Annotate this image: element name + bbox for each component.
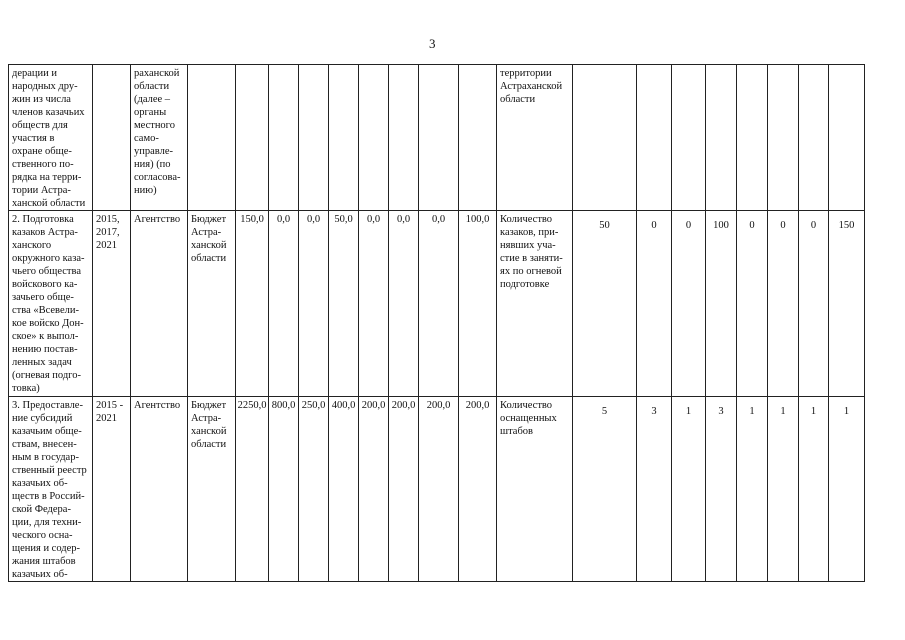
executor-cell: раханской области (далее – органы местного само- управле- ния) (по согласова- нию) [131,65,188,211]
funding-amount-cell: 0,0 [269,211,299,397]
indicator-value-cell: 150 [829,211,865,397]
activity-name-cell: дерации и народных дру- жин из числа членов казачьих обществ для участия в охране обще- ственного по- рядка на терри- тории Астра- ханской области [9,65,93,211]
funding-amount-cell: 250,0 [299,397,329,582]
indicator-value-cell: 0 [637,211,672,397]
period-cell: 2015 - 2021 [93,397,131,582]
period-cell [93,65,131,211]
period-cell: 2015, 2017, 2021 [93,211,131,397]
funding-amount-cell [389,65,419,211]
funding-amount-cell: 0,0 [359,211,389,397]
funding-amount-cell: 0,0 [419,211,459,397]
indicator-cell: территории Астраханской области [497,65,573,211]
indicator-value-cell: 1 [799,397,829,582]
funding-amount-cell [329,65,359,211]
funding-source-cell [188,65,236,211]
indicator-value-cell: 0 [672,211,706,397]
table-row [9,211,865,397]
indicator-value-cell: 0 [799,211,829,397]
indicator-value-cell: 100 [706,211,737,397]
funding-amount-cell: 100,0 [459,211,497,397]
funding-source-cell: Бюджет Астра- ханской области [188,211,236,397]
funding-amount-cell: 0,0 [299,211,329,397]
indicator-value-cell: 5 [573,397,637,582]
activity-name-cell: 3. Предоставле- ние субсидий казачьим обще- ствам, внесен- ным в государ- ственный реестр казачьих об- ществ в Россий- ской Федера- ции, для техни- ческого осна- щения и содер- жания штабов казачьих об- [9,397,93,582]
page-number: 3 [429,36,436,51]
funding-amount-cell [419,65,459,211]
indicator-value-cell [829,65,865,211]
indicator-value-cell: 3 [706,397,737,582]
indicator-value-cell [672,65,706,211]
funding-amount-cell: 200,0 [389,397,419,582]
indicator-value-cell [573,65,637,211]
indicator-cell: Количество оснащенных штабов [497,397,573,582]
indicator-value-cell [737,65,768,211]
activity-name-cell: 2. Подготовка казаков Астра- ханского окружного каза- чьего общества войскового ка- зачьего обще- ства «Всевели- кое войско Дон- ское» к выпол- нению постав- ленных задач (огневая подго- товка) [9,211,93,397]
funding-amount-cell: 800,0 [269,397,299,582]
indicator-value-cell: 1 [768,397,799,582]
funding-amount-cell: 400,0 [329,397,359,582]
funding-amount-cell: 200,0 [459,397,497,582]
funding-amount-cell: 200,0 [419,397,459,582]
table-row [9,65,865,211]
indicator-value-cell: 1 [672,397,706,582]
indicator-value-cell: 3 [637,397,672,582]
indicator-value-cell: 0 [768,211,799,397]
indicator-value-cell [706,65,737,211]
funding-amount-cell: 50,0 [329,211,359,397]
funding-amount-cell [359,65,389,211]
funding-amount-cell [299,65,329,211]
indicator-value-cell [637,65,672,211]
funding-amount-cell: 2250,0 [236,397,269,582]
funding-amount-cell: 200,0 [359,397,389,582]
funding-amount-cell: 0,0 [389,211,419,397]
executor-cell: Агентство [131,211,188,397]
indicator-value-cell [768,65,799,211]
indicator-cell: Количество казаков, при- нявших уча- стие в заняти- ях по огневой подготовке [497,211,573,397]
table-row [9,397,865,582]
indicator-value-cell: 1 [737,397,768,582]
indicator-value-cell: 0 [737,211,768,397]
funding-amount-cell: 150,0 [236,211,269,397]
funding-amount-cell [459,65,497,211]
indicator-value-cell: 50 [573,211,637,397]
indicator-value-cell [799,65,829,211]
funding-source-cell: Бюджет Астра- ханской области [188,397,236,582]
indicator-value-cell: 1 [829,397,865,582]
executor-cell: Агентство [131,397,188,582]
program-table [8,64,865,582]
funding-amount-cell [236,65,269,211]
funding-amount-cell [269,65,299,211]
